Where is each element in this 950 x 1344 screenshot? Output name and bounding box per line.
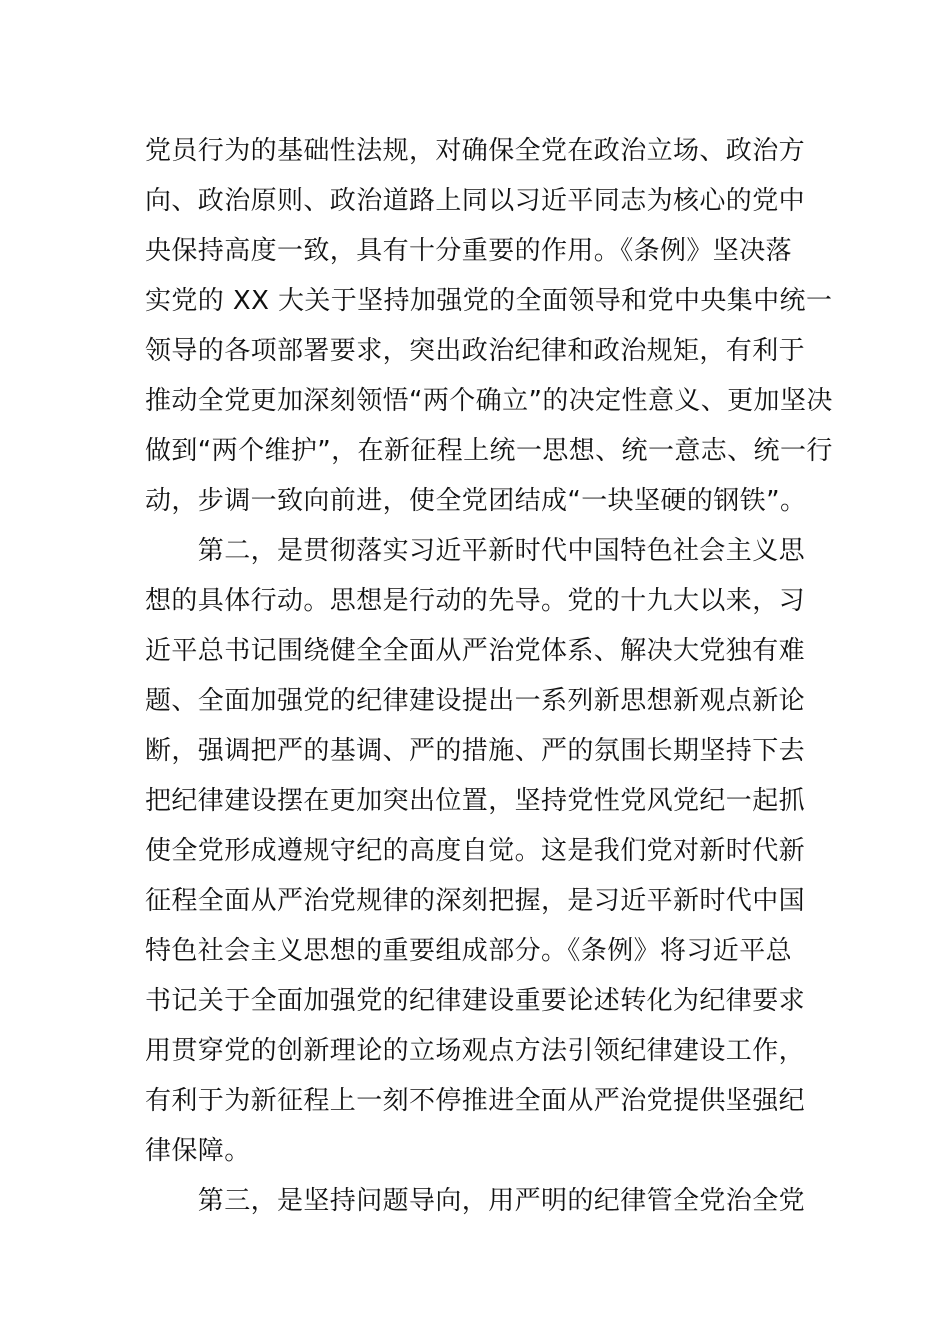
text-line: 把纪律建设摆在更加突出位置，坚持党性党风党纪一起抓 [145,786,806,816]
text-line: 近平总书记围绕健全全面从严治党体系、解决大党独有难 [145,636,806,666]
text-line: 第三，是坚持问题导向，用严明的纪律管全党治全党 [145,1186,806,1216]
text-line: 推动全党更加深刻领悟“两个确立”的决定性意义、更加坚决 [145,386,833,416]
text-line: 律保障。 [145,1136,251,1166]
text-line: 第二，是贯彻落实习近平新时代中国特色社会主义思 [145,536,806,566]
text-line: 书记关于全面加强党的纪律建设重要论述转化为纪律要求 [145,986,806,1016]
text-line: 党员行为的基础性法规，对确保全党在政治立场、政治方 [145,136,806,166]
text-line: 特色社会主义思想的重要组成部分。《条例》将习近平总 [145,936,793,966]
text-line: 断，强调把严的基调、严的措施、严的氛围长期坚持下去 [145,736,806,766]
text-line: 央保持高度一致，具有十分重要的作用。《条例》坚决落 [145,236,793,266]
paragraph-2 [145,526,810,1176]
text-line: 向、政治原则、政治道路上同以习近平同志为核心的党中 [145,186,806,216]
text-line: 实党的 XX 大关于坚持加强党的全面领导和党中央集中统一 [145,286,833,316]
text-line: 想的具体行动。思想是行动的先导。党的十九大以来，习 [145,586,806,616]
text-line: 征程全面从严治党规律的深刻把握，是习近平新时代中国 [145,886,806,916]
text-line: 动，步调一致向前进，使全党团结成“一块坚硬的钢铁”。 [145,486,807,516]
document-body [145,126,833,1226]
text-line: 使全党形成遵规守纪的高度自觉。这是我们党对新时代新 [145,836,806,866]
text-line: 有利于为新征程上一刻不停推进全面从严治党提供坚强纪 [145,1086,806,1116]
text-line: 用贯穿党的创新理论的立场观点方法引领纪律建设工作， [145,1036,806,1066]
paragraph-3 [145,1176,810,1226]
paragraph-1 [145,126,833,526]
text-line: 领导的各项部署要求，突出政治纪律和政治规矩，有利于 [145,336,806,366]
text-line: 题、全面加强党的纪律建设提出一系列新思想新观点新论 [145,686,806,716]
text-line: 做到“两个维护”，在新征程上统一思想、统一意志、统一行 [145,436,833,466]
